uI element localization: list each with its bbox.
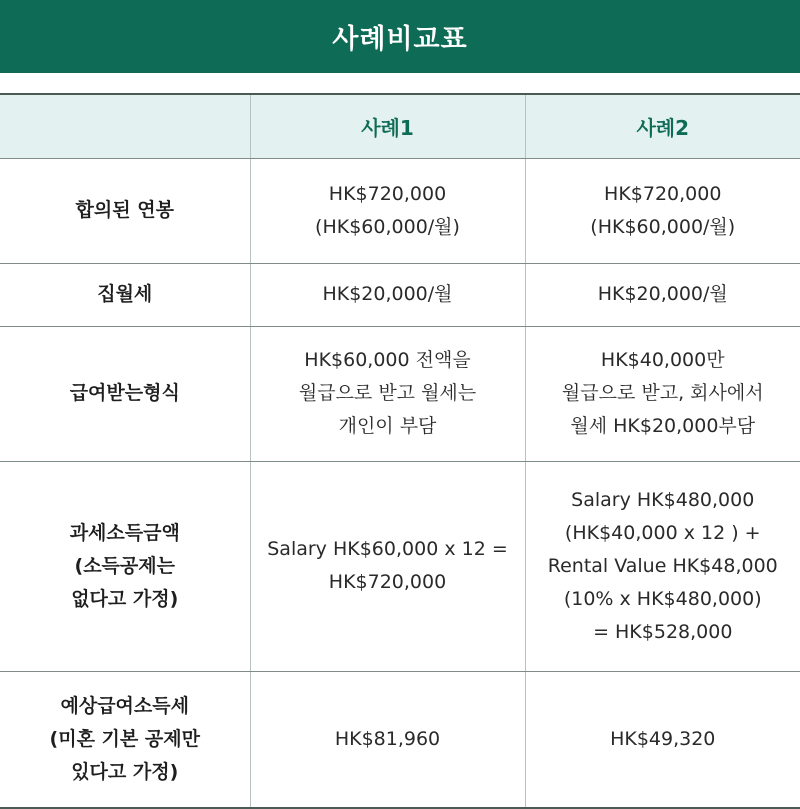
cell-line: HK$720,000 [604, 182, 722, 205]
header-blank-cell [0, 94, 250, 158]
row-label-line: 집월세 [97, 283, 153, 305]
cell-line: 월급으로 받고, 회사에서 [561, 382, 764, 404]
case1-cell [250, 461, 525, 671]
cell-line: HK$40,000만 [600, 349, 725, 371]
cell-line: = HK$528,000 [593, 620, 733, 643]
case2-cell [525, 326, 800, 461]
case1-cell [250, 326, 525, 461]
table-row [0, 671, 800, 808]
case1-cell [250, 158, 525, 263]
row-label-line: 합의된 연봉 [75, 199, 174, 221]
row-label-line: 예상급여소득세 [60, 694, 189, 717]
case2-cell [525, 263, 800, 326]
cell-line: 월세 HK$20,000부담 [570, 415, 756, 437]
row-label [0, 263, 250, 326]
cell-line: HK$60,000 전액을 [304, 349, 471, 371]
row-label [0, 461, 250, 671]
table-row [0, 461, 800, 671]
cell-line: HK$720,000 [328, 182, 447, 205]
page-title: 사례비교표 [332, 24, 468, 55]
cell-line: Salary HK$480,000 [571, 488, 755, 511]
cell-line: (HK$40,000 x 12 ) + [564, 521, 761, 544]
cell-line: Salary HK$60,000 x 12 = [267, 538, 508, 560]
cell-line: Rental Value HK$48,000 [547, 554, 778, 577]
case2-cell [525, 461, 800, 671]
cell-line: HK$20,000/월 [322, 283, 453, 305]
row-label [0, 326, 250, 461]
table-row [0, 326, 800, 461]
cell-line: HK$49,320 [610, 727, 716, 750]
row-label-line: 있다고 가정) [71, 760, 179, 783]
table-header-row [0, 94, 800, 158]
header-case1: 사례1 [250, 94, 525, 158]
cell-line: HK$20,000/월 [597, 283, 728, 305]
table-row [0, 158, 800, 263]
comparison-table [0, 93, 800, 809]
header-case2: 사례2 [525, 94, 800, 158]
case2-cell [525, 158, 800, 263]
case1-cell [250, 671, 525, 808]
cell-line: (HK$60,000/월) [590, 215, 736, 238]
cell-line: HK$720,000 [328, 571, 447, 593]
row-label-line: (미혼 기본 공제만 [49, 727, 200, 750]
row-label-line: 없다고 가정) [71, 587, 179, 610]
title-bar [0, 0, 800, 73]
cell-line: (HK$60,000/월) [315, 215, 460, 238]
table-row [0, 263, 800, 326]
case1-cell [250, 263, 525, 326]
row-label-line: 과세소득금액 [69, 521, 180, 544]
row-label-line: (소득공제는 [74, 554, 175, 577]
cell-line: 개인이 부담 [338, 415, 437, 437]
cell-line: HK$81,960 [334, 727, 441, 750]
cell-line: (10% x HK$480,000) [563, 587, 762, 610]
case2-cell [525, 671, 800, 808]
row-label [0, 158, 250, 263]
row-label [0, 671, 250, 808]
row-label-line: 급여받는형식 [69, 382, 180, 404]
cell-line: 월급으로 받고 월세는 [298, 382, 477, 404]
